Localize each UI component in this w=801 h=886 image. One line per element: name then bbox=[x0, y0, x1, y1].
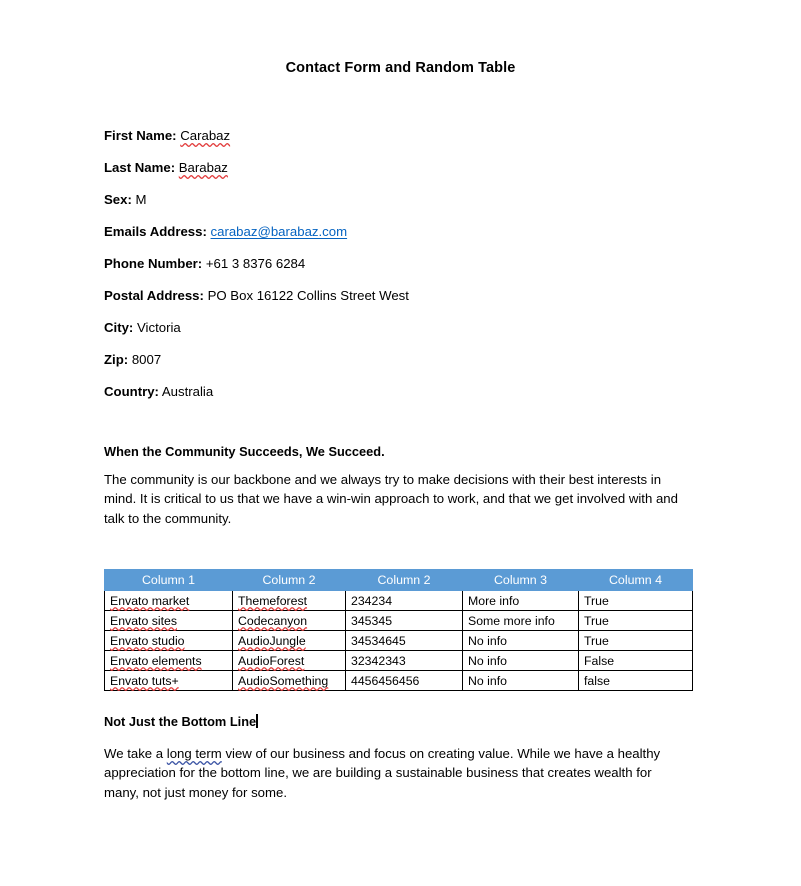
table-cell bbox=[233, 631, 346, 651]
table-cell: More info bbox=[463, 591, 579, 611]
grammar-flagged-phrase: long term bbox=[166, 746, 222, 761]
bottom-line-section-paragraph bbox=[104, 744, 678, 802]
table-cell: 32342343 bbox=[346, 651, 463, 671]
table-cell: No info bbox=[463, 651, 579, 671]
form-field-row bbox=[104, 192, 704, 224]
table-row bbox=[105, 611, 693, 631]
form-field-row bbox=[104, 320, 704, 352]
table-cell-text: Envato tuts+ bbox=[110, 673, 179, 688]
form-field-label: City: bbox=[104, 320, 134, 335]
form-field-label: Zip: bbox=[104, 352, 129, 367]
table-row bbox=[105, 651, 693, 671]
table-cell-text: AudioForest bbox=[238, 653, 305, 668]
table-row bbox=[105, 631, 693, 651]
table-cell: Some more info bbox=[463, 611, 579, 631]
table-body bbox=[105, 591, 693, 691]
table-cell bbox=[233, 611, 346, 631]
form-field-row bbox=[104, 352, 704, 384]
table-cell: No info bbox=[463, 671, 579, 691]
table-column-header: Column 1 bbox=[105, 570, 233, 591]
paragraph-text-after: view of our business and focus on creating value. While we have a healthy appreciation for the bottom line, we are building a sustainable business that creates wealth for many, not just money for some. bbox=[104, 746, 661, 800]
form-field-label: First Name: bbox=[104, 128, 177, 143]
table-cell bbox=[233, 591, 346, 611]
form-field-label: Emails Address: bbox=[104, 224, 207, 239]
contact-form-fields bbox=[104, 128, 704, 416]
community-section-paragraph: The community is our backbone and we always try to make decisions with their best interests in mind. It is critical to us that we have a win-win approach to work, and that we get involved with and talk to the community. bbox=[104, 472, 678, 526]
table-cell: True bbox=[579, 631, 693, 651]
form-field-row bbox=[104, 224, 704, 256]
table-cell bbox=[233, 651, 346, 671]
table-cell bbox=[105, 591, 233, 611]
form-field-row bbox=[104, 128, 704, 160]
table-cell: 345345 bbox=[346, 611, 463, 631]
table-cell bbox=[105, 671, 233, 691]
table-cell bbox=[105, 611, 233, 631]
table-cell-text: Envato elements bbox=[110, 653, 202, 668]
random-table-wrapper bbox=[104, 569, 692, 691]
form-field-row bbox=[104, 288, 704, 320]
table-header-row bbox=[105, 570, 693, 591]
table-column-header: Column 4 bbox=[579, 570, 693, 591]
table-cell: 34534645 bbox=[346, 631, 463, 651]
page-title: Contact Form and Random Table bbox=[285, 60, 516, 76]
table-cell-text: Codecanyon bbox=[238, 613, 308, 628]
table-cell-text: Themeforest bbox=[238, 593, 308, 608]
table-cell-text: AudioSomething bbox=[238, 673, 329, 688]
form-field-value: M bbox=[135, 192, 147, 207]
form-field-value: Australia bbox=[161, 384, 214, 399]
community-section-heading: When the Community Succeeds, We Succeed. bbox=[104, 444, 385, 459]
form-field-label: Country: bbox=[104, 384, 159, 399]
table-cell-text: Envato studio bbox=[110, 633, 185, 648]
form-field-row bbox=[104, 160, 704, 192]
form-field-label: Last Name: bbox=[104, 160, 176, 175]
form-field-value: Barabaz bbox=[178, 160, 228, 175]
table-cell-text: AudioJungle bbox=[238, 633, 306, 648]
table-row bbox=[105, 671, 693, 691]
form-field-label: Postal Address: bbox=[104, 288, 204, 303]
form-field-value: Carabaz bbox=[180, 128, 231, 143]
table-cell: false bbox=[579, 671, 693, 691]
form-field-label: Sex: bbox=[104, 192, 132, 207]
table-cell: No info bbox=[463, 631, 579, 651]
bottom-line-section-heading bbox=[104, 713, 258, 730]
table-cell: True bbox=[579, 611, 693, 631]
form-field-row bbox=[104, 384, 704, 416]
random-table bbox=[104, 569, 693, 691]
paragraph-text-before: We take a bbox=[104, 746, 167, 761]
table-cell-text: Envato sites bbox=[110, 613, 177, 628]
table-cell bbox=[105, 631, 233, 651]
table-column-header: Column 2 bbox=[233, 570, 346, 591]
form-field-value: Victoria bbox=[136, 320, 181, 335]
table-header-row-group bbox=[105, 570, 693, 591]
table-cell: False bbox=[579, 651, 693, 671]
table-cell: 234234 bbox=[346, 591, 463, 611]
table-row bbox=[105, 591, 693, 611]
email-hyperlink[interactable]: carabaz@barabaz.com bbox=[210, 224, 348, 239]
table-cell bbox=[233, 671, 346, 691]
text-caret bbox=[256, 714, 258, 728]
form-field-value: +61 3 8376 6284 bbox=[205, 256, 306, 271]
form-field-value: PO Box 16122 Collins Street West bbox=[207, 288, 409, 303]
table-column-header: Column 2 bbox=[346, 570, 463, 591]
table-cell: 4456456456 bbox=[346, 671, 463, 691]
table-column-header: Column 3 bbox=[463, 570, 579, 591]
table-cell: True bbox=[579, 591, 693, 611]
bottom-line-heading-text: Not Just the Bottom Line bbox=[104, 714, 257, 729]
form-field-value: 8007 bbox=[131, 352, 162, 367]
table-cell bbox=[105, 651, 233, 671]
table-cell-text: Envato market bbox=[110, 593, 190, 608]
form-field-row bbox=[104, 256, 704, 288]
form-field-label: Phone Number: bbox=[104, 256, 203, 271]
